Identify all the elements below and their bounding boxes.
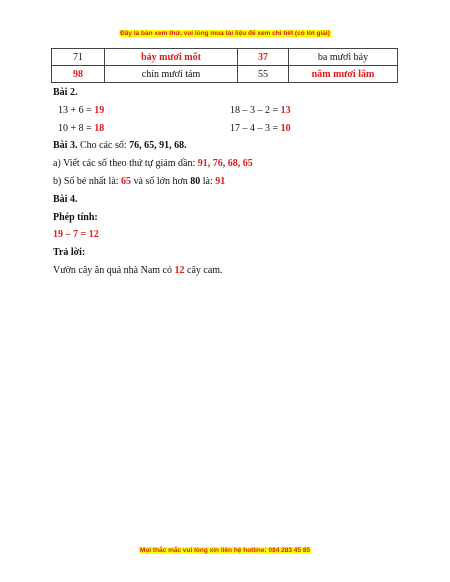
equation-answer: 18 [94,123,105,134]
bai3-b-answer2: 91 [215,176,226,187]
answer-sentence [53,265,223,276]
bai3-a-text: a) Viết các số theo thứ tự giảm dần: [53,158,198,169]
header-banner-text: Đây là bản xem thử, vui lòng mua tài liệu để xem chi tiết (có lời giải) [120,30,330,37]
table-row [52,49,398,66]
bai3-title: Bài 3. [53,140,78,151]
equation-answer: 13 [280,105,291,116]
bai3-part-b [53,176,225,187]
equation-text: 18 – 3 – 2 = [230,105,281,116]
bai2-eq1-left [58,105,104,116]
bai3-intro: Cho các số: [77,140,130,151]
number-words-table [51,48,398,83]
bai3-b-text3: là: [200,176,216,187]
equation-answer: 10 [280,123,291,134]
bai3-b-answer1: 65 [121,176,132,187]
bai3-a-answer: 91, 76, 68, 65 [197,158,253,169]
bai3-b-number: 80 [190,176,201,187]
bai4-title: Bài 4. [53,194,78,205]
table-cell: chín mươi tám [105,66,238,83]
table-cell: 71 [52,49,105,66]
bai2-title: Bài 2. [53,87,78,98]
bai3-numbers: 76, 65, 91, 68. [129,140,187,151]
table-cell: năm mươi lăm [289,66,398,83]
footer-banner-text: Mọi thắc mắc vui lòng xin liên hệ hotline: 084 283 45 85 [139,547,311,554]
bai2-eq1-right [230,105,291,116]
bai3-b-text1: b) Số bé nhất là: [53,176,122,187]
answer-post: cây cam. [184,265,223,276]
equation-answer: 19 [94,105,105,116]
equation-text: 10 + 8 = [58,123,95,134]
equation-text: 13 + 6 = [58,105,95,116]
phep-tinh-expression: 19 – 7 = 12 [53,229,99,240]
equation-text: 17 – 4 – 3 = [230,123,281,134]
answer-number: 12 [174,265,185,276]
table-row [52,66,398,83]
header-banner [0,30,450,37]
tra-loi-label: Trả lời: [53,247,86,258]
table-cell: bảy mươi mốt [105,49,238,66]
answer-pre: Vườn cây ăn quả nhà Nam có [53,265,175,276]
table-cell: 37 [238,49,289,66]
phep-tinh-label: Phép tính: [53,212,98,223]
table-cell: ba mươi bảy [289,49,398,66]
table-cell: 55 [238,66,289,83]
bai3-heading [53,140,187,151]
table-cell: 98 [52,66,105,83]
bai2-eq2-right [230,123,291,134]
bai3-part-a [53,158,253,169]
bai3-b-text2: và số lớn hơn [131,176,191,187]
footer-banner [0,547,450,554]
bai2-eq2-left [58,123,104,134]
